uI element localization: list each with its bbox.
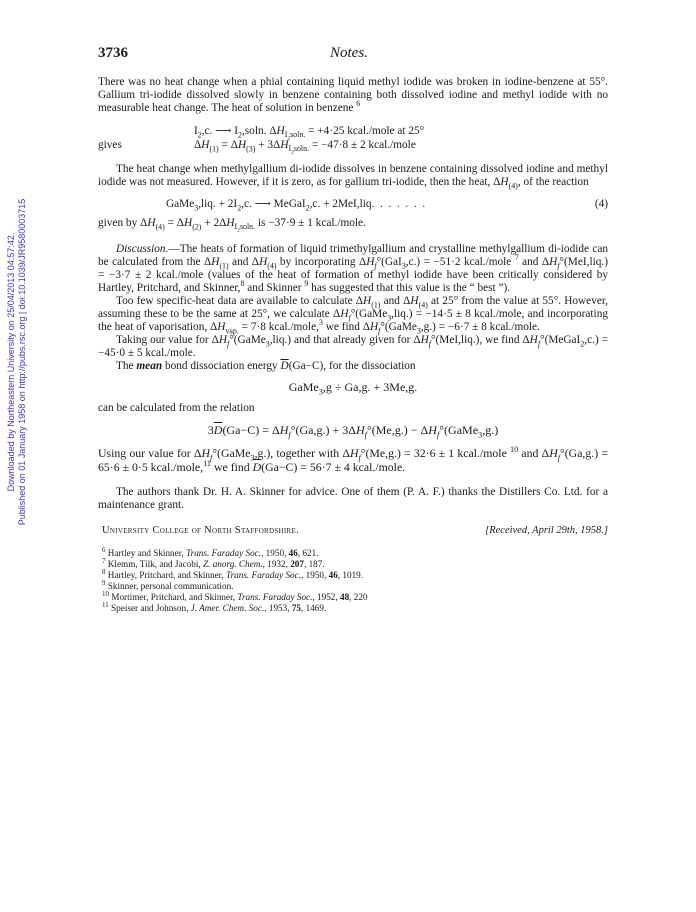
gives-label: gives: [98, 139, 122, 151]
paragraph-discussion: Discussion.—The heats of formation of liquid trimethylgallium and crystalline methylgallium di-iodide can be calculated from the $\Delta H_{(1)}$ and $\Delta H_{(4)}$ by incorporating $\Delta H_f^\circ(GaI_3,c.) = -51\cdot 2$ kcal./mole $^7$ and $\Delta H_f^\circ(MeI,liq.) = -3\cdot 7 \pm 2$ kcal./mole (values of the heat of formation of methyl iodide have been critically considered by Hartley, Pritchard, and Skinner,$^8$ and Skinner $^9$ has suggested that this value is the “ best ”).: [98, 242, 608, 294]
paragraph-phial: There was no heat change when a phial containing liquid methyl iodide was broken in iodine-benzene at 55°. Gallium tri-iodide dissolved slowly in benzene containing both dissolved iodine and methyl iodide with no measurable heat change. The heat of solution in benzene $^6$: [98, 76, 608, 114]
received-date: [Received, April 29th, 1958.]: [485, 524, 608, 536]
institution: University College of North Staffordshire.: [102, 524, 300, 536]
download-watermark: [2, 152, 32, 572]
reference-item: $^9$ Skinner, personal communication.: [102, 578, 234, 591]
references: [102, 545, 608, 614]
paragraph-specific-heat: Too few specific-heat data are available to calculate $\Delta H_{(1)}$ and $\Delta H_{(4)}$ at 25° from the value at 55°. However, assuming these to be the same at 25°, we calculate $\Delta H_f^\circ(GaMe_3,liq.) = -14\cdot 5 \pm 8$ kcal./mole, and incorporating the heat of vaporisation, $\Delta H_{vap.} = 7\cdot 8$ kcal./mole,$^3$ we find $\Delta H_f^\circ(GaMe_3,g.) = -6\cdot 7 \pm 8$ kcal./mole.: [98, 294, 608, 336]
paragraph-taking: Taking our value for $\Delta H_f^\circ(GaMe_3,liq.)$ and that already given for $\Delta H_f^\circ(MeI,liq.)$, we find $\Delta H_f^\circ(MeGaI_2,c.) = -45\cdot 0 \pm 5$ kcal./mole.: [98, 333, 609, 359]
paragraph-using: Using our value for $\Delta H_f^\circ(GaMe_3,g.)$, together with $\Delta H_f^\circ(Me,g.) = 32\cdot 6 \pm 1$ kcal./mole $^{10}$ and $\Delta H_f^\circ(Ga,g.) = 65\cdot 6 \pm 0\cdot 5$ kcal./mole,$^{11}$ we find $\overline{D}(Ga-C) = 56\cdot 7 \pm 4$ kcal./mole.: [98, 444, 608, 474]
affiliation-line: [98, 524, 608, 538]
running-title: Notes.: [330, 45, 368, 61]
equation-iodine-solution: $I_2,c$. ⟶ $I_2,soln$. $\Delta H_{I_2soln.} = +4\cdot 25$ kcal./mole at 25°: [194, 125, 425, 142]
paragraph-acknowledgement: The authors thank Dr. H. A. Skinner for advice. One of them (P. A. F.) thanks the Distillers Co. Ltd. for a maintenance grant.: [98, 485, 608, 511]
reference-item: $^8$ Hartley, Pritchard, and Skinner, Trans. Faraday Soc., 1950, 46, 1019.: [102, 567, 364, 580]
page-number: 3736: [98, 45, 128, 61]
reference-item: $^{10}$ Mortimer, Pritchard, and Skinner, Trans. Faraday Soc., 1952, 48, 220: [102, 589, 368, 602]
reference-item: $^6$ Hartley and Skinner, Trans. Faraday Soc., 1950, 46, 621.: [102, 545, 319, 558]
article-body: [98, 76, 608, 614]
paragraph-relation: can be calculated from the relation: [98, 401, 255, 414]
equation-dissociation: GaMe$_3$,g ÷ Ga,g. + 3Me,g.: [288, 379, 418, 397]
equation-relation: $3\overline{D}(Ga-C) = \Delta H_f^\circ(Ga,g.) + 3\Delta H_f^\circ(Me,g.)$ − $\Delta H_f^\circ(GaMe_3,g.)$: [207, 422, 499, 440]
page-header: [98, 45, 618, 67]
paragraph-given-by: given by $\Delta H_{(4)} = \Delta H_{(2)} + 2\Delta H_{I_2soln.}$ is −37·9 ± 1 kcal./mole.: [98, 217, 366, 234]
watermark-download-line: Downloaded by Northeastern University on 25/04/2013 04:57:42.: [6, 232, 16, 492]
equation-number-4: (4): [594, 198, 608, 210]
paragraph-bond-energy: The mean bond dissociation energy $\overline{D}(Ga-C)$, for the dissociation: [116, 359, 416, 372]
equation-gives: gives $\Delta H_{(1)} = \Delta H_{(3)} + 3\Delta H_{I_2soln.} = -47\cdot 8 \pm 2$ kcal./mole: [98, 139, 416, 156]
watermark-published-line: Published on 01 January 1958 on http://pubs.rsc.org | doi:10.1039/JR9580003715: [17, 198, 27, 526]
reference-item: $^{11}$ Speiser and Johnson, J. Amer. Chem. Soc., 1953, 75, 1469.: [102, 600, 327, 613]
reference-item: $^7$ Klemm, Tilk, and Jacobi, Z. anorg. Chem., 1932, 207, 187.: [102, 556, 325, 569]
equation-4: GaMe$_3$,liq. + $2I_2,c$. ⟶ MeGaI$_2$,c. + 2MeI,liq. . . . . . . (4): [166, 198, 608, 213]
paragraph-heat-change: The heat change when methylgallium di-iodide dissolves in benzene containing dissolved iodine and methyl iodide was not measured. However, if it is zero, as for gallium tri-iodide, then the heat, $\Delta H_{(4)}$, of the reaction: [98, 163, 608, 191]
